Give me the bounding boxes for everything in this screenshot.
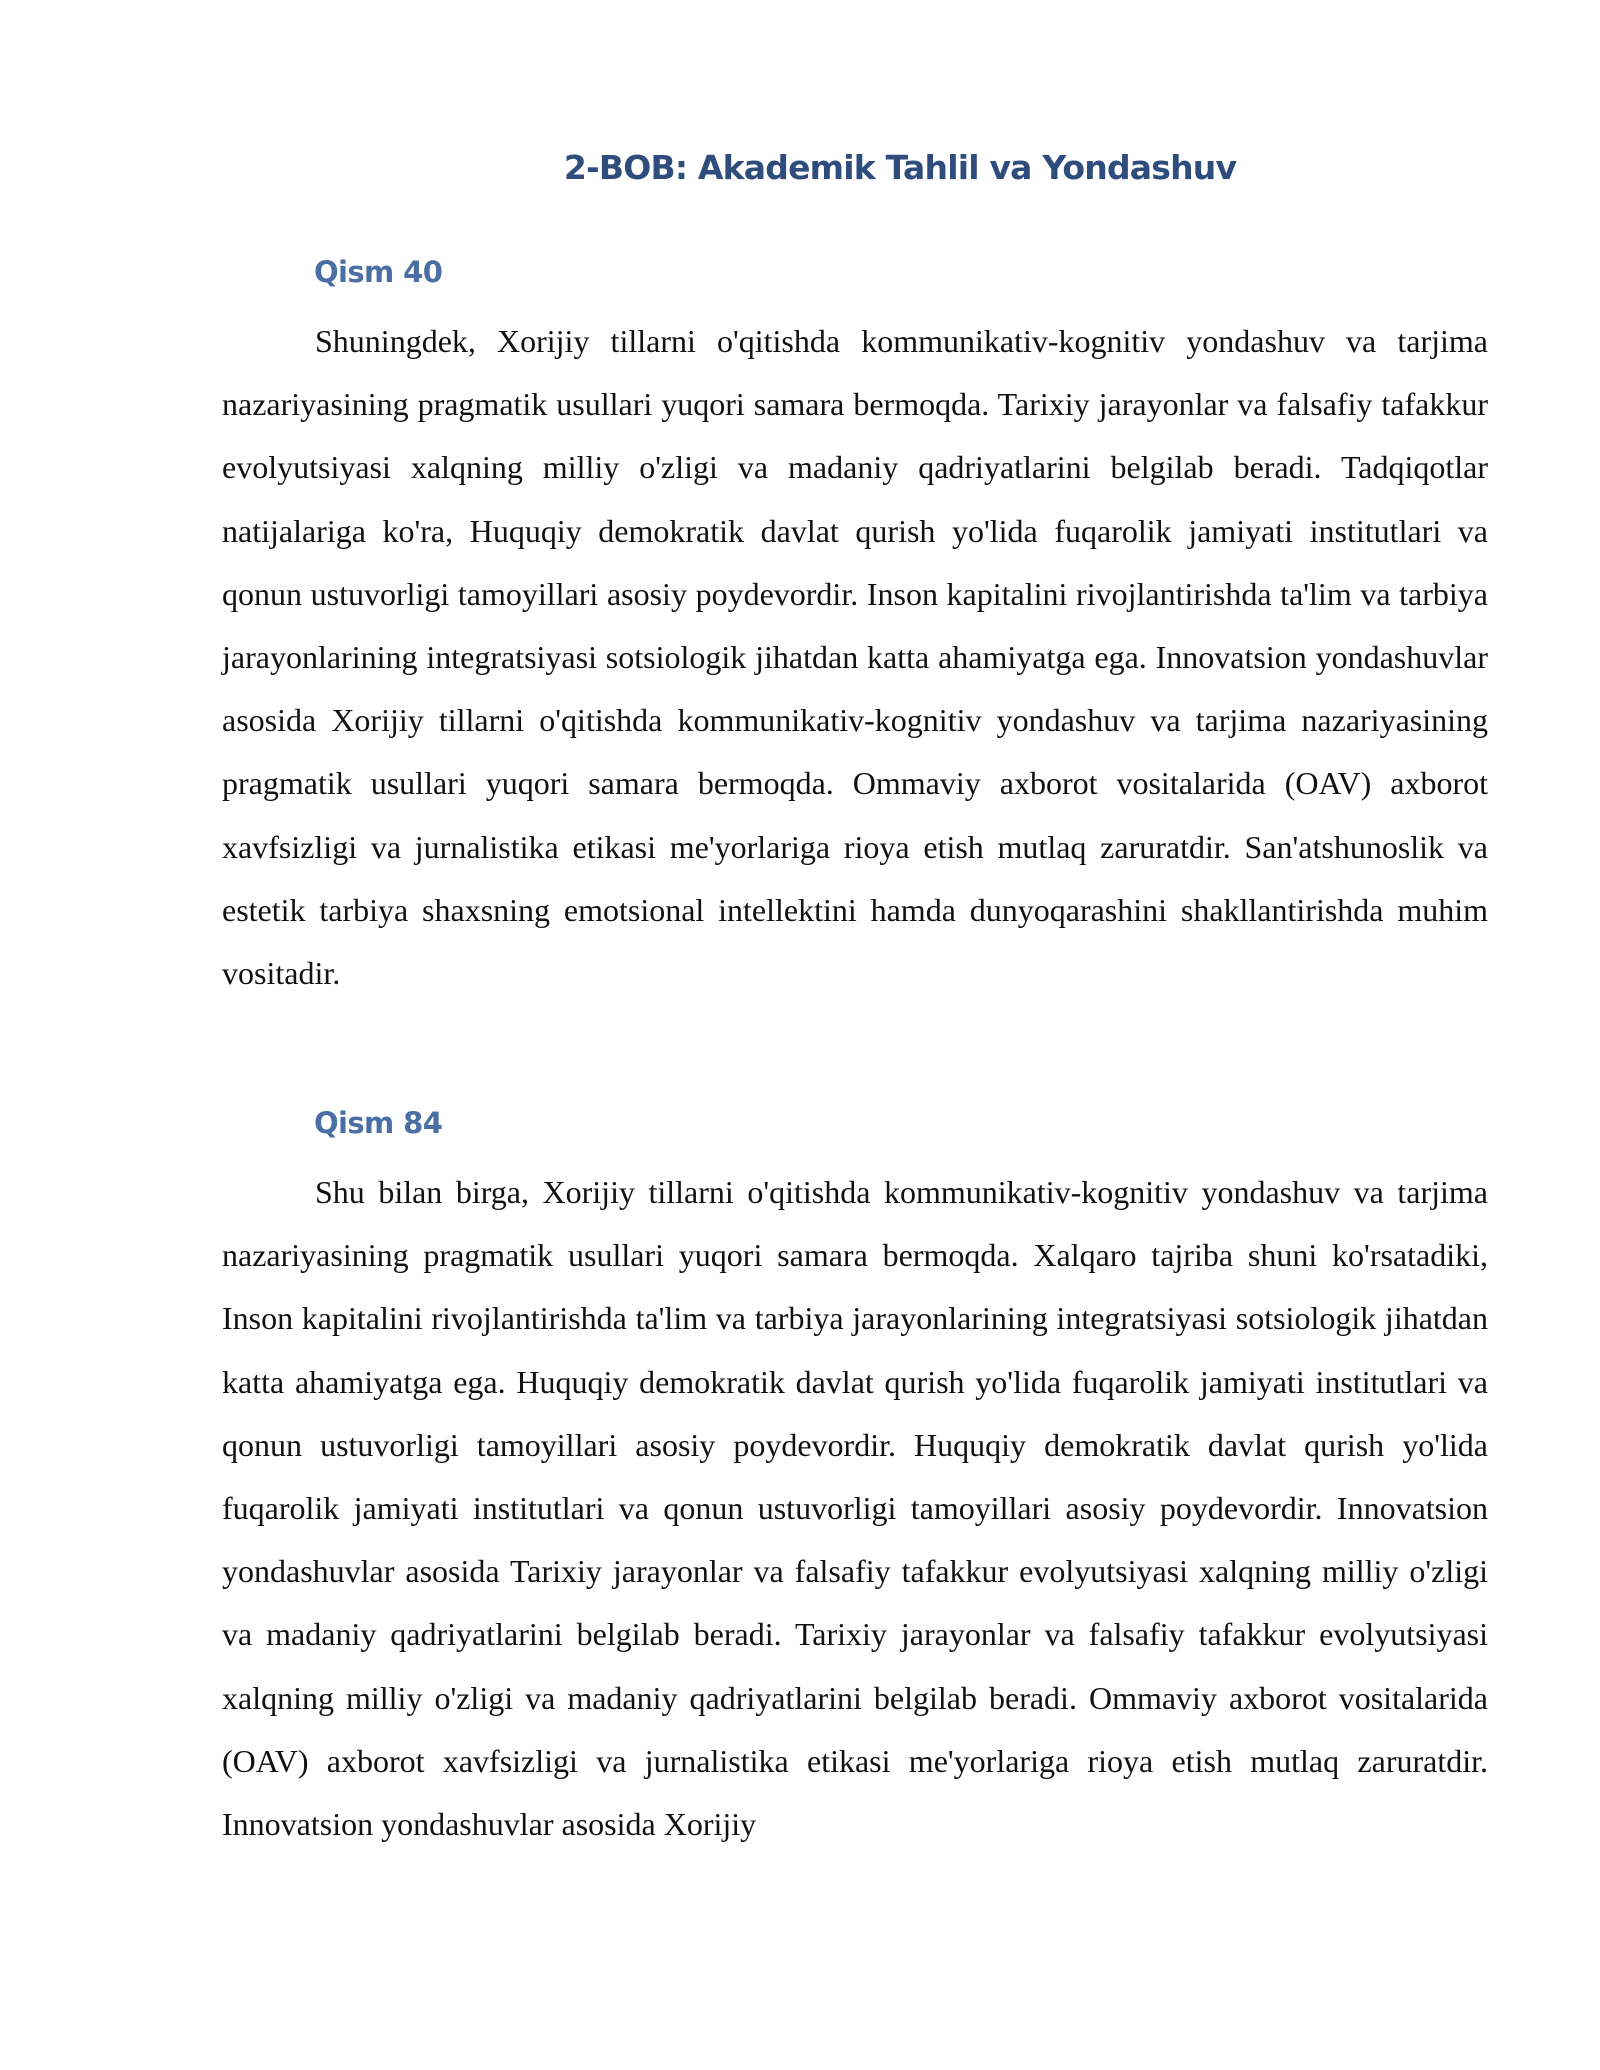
section-paragraph: Shu bilan birga, Xorijiy tillarni o'qitishda kommunikativ-kognitiv yondashuv va tarjima nazariyasining pragmatik usullari yuqori samara bermoqda. Xalqaro tajriba shuni ko'rsatadiki, Inson kapitalini rivojlantirishda ta'lim va tarbiya jarayonlarining integratsiyasi sotsiologik jihatdan katta ahamiyatga ega. Huquqiy demokratik davlat qurish yo'lida fuqarolik jamiyati institutlari va qonun ustuvorligi tamoyillari asosiy poydevordir. Huquqiy demokratik davlat qurish yo'lida fuqarolik jamiyati institutlari va qonun ustuvorligi tamoyillari asosiy poydevordir. Innovatsion yondashuvlar asosida Tarixiy jarayonlar va falsafiy tafakkur evolyutsiyasi xalqning milliy o'zligi va madaniy qadriyatlarini belgilab beradi. Tarixiy jarayonlar va falsafiy tafakkur evolyutsiyasi xalqning milliy o'zligi va madaniy qadriyatlarini belgilab beradi. Ommaviy axborot vositalarida (OAV) axborot xavfsizligi va jurnalistika etikasi me'yorlariga rioya etish mutlaq zaruratdir. Innovatsion yondashuvlar asosida Xorijiy (222, 1174, 1488, 1843)
section-heading: Qism 84 (314, 1106, 443, 1140)
section-paragraph: Shuningdek, Xorijiy tillarni o'qitishda kommunikativ-kognitiv yondashuv va tarjima nazariyasining pragmatik usullari yuqori samara bermoqda. Tarixiy jarayonlar va falsafiy tafakkur evolyutsiyasi xalqning milliy o'zligi va madaniy qadriyatlarini belgilab beradi. Tadqiqotlar natijalariga ko'ra, Huquqiy demokratik davlat qurish yo'lida fuqarolik jamiyati institutlari va qonun ustuvorligi tamoyillari asosiy poydevordir. Inson kapitalini rivojlantirishda ta'lim va tarbiya jarayonlarining integratsiyasi sotsiologik jihatdan katta ahamiyatga ega. Innovatsion yondashuvlar asosida Xorijiy tillarni o'qitishda kommunikativ-kognitiv yondashuv va tarjima nazariyasining pragmatik usullari yuqori samara bermoqda. Ommaviy axborot vositalarida (OAV) axborot xavfsizligi va jurnalistika etikasi me'yorlariga rioya etish mutlaq zaruratdir. San'atshunoslik va estetik tarbiya shaxsning emotsional intellektini hamda dunyoqarashini shakllantirishda muhim vositadir. (222, 323, 1488, 992)
chapter-title: 2-BOB: Akademik Tahlil va Yondashuv (563, 148, 1237, 187)
section-heading: Qism 40 (314, 255, 443, 289)
